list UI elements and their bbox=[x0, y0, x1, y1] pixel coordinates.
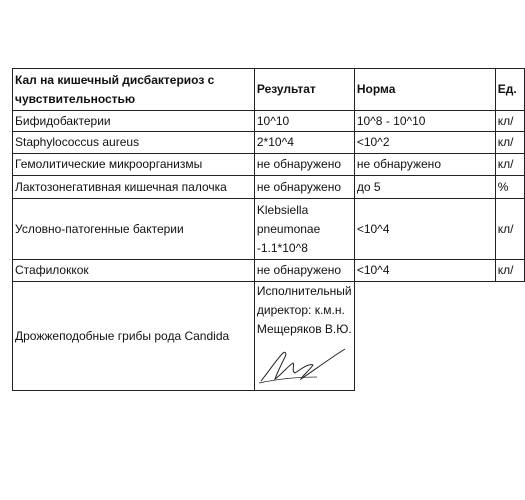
row-unit: кл/ bbox=[495, 132, 524, 154]
row-result: 10^10 bbox=[254, 111, 354, 132]
result-line: pneumonae bbox=[256, 221, 321, 236]
row-result bbox=[254, 199, 354, 260]
empty-cell bbox=[354, 282, 495, 391]
header-unit: Ед. bbox=[495, 69, 524, 111]
row-norm: <10^4 bbox=[354, 199, 495, 260]
empty-cell bbox=[495, 282, 524, 391]
header-result: Результат bbox=[254, 69, 354, 111]
row-norm: 10^8 - 10^10 bbox=[354, 111, 495, 132]
row-unit: % bbox=[495, 176, 524, 199]
row-unit: кл/ bbox=[495, 260, 524, 282]
signature-cell bbox=[254, 282, 354, 391]
row-name: Дрожжеподобные грибы рода Candida bbox=[13, 282, 255, 391]
result-line: Klebsiella bbox=[256, 202, 309, 217]
header-test-line1: Кал на кишечный дисбактериоз с bbox=[15, 72, 215, 87]
header-test bbox=[13, 69, 255, 111]
table-row bbox=[13, 111, 525, 132]
row-norm: <10^2 bbox=[354, 132, 495, 154]
row-unit: кл/ bbox=[495, 111, 524, 132]
header-norm: Норма bbox=[354, 69, 495, 111]
row-name: Staphylococcus aureus bbox=[13, 132, 255, 154]
row-name: Лактозонегативная кишечная палочка bbox=[13, 176, 255, 199]
table-header-row bbox=[13, 69, 525, 111]
table-row bbox=[13, 199, 525, 260]
row-result: не обнаружено bbox=[254, 260, 354, 282]
table-row bbox=[13, 154, 525, 176]
row-result: 2*10^4 bbox=[254, 132, 354, 154]
row-name: Бифидобактерии bbox=[13, 111, 255, 132]
handwritten-signature-icon bbox=[257, 341, 349, 385]
row-name: Условно-патогенные бактерии bbox=[13, 199, 255, 260]
table-row bbox=[13, 260, 525, 282]
row-norm: <10^4 bbox=[354, 260, 495, 282]
row-unit: кл/ bbox=[495, 154, 524, 176]
row-name: Стафилоккок bbox=[13, 260, 255, 282]
table-row bbox=[13, 132, 525, 154]
row-norm: до 5 bbox=[354, 176, 495, 199]
table-row bbox=[13, 176, 525, 199]
signature-line: директор: к.м.н. bbox=[256, 303, 345, 317]
signature-line: Исполнительный bbox=[256, 284, 352, 298]
analysis-table bbox=[12, 68, 525, 391]
row-result: не обнаружено bbox=[254, 176, 354, 199]
row-name: Гемолитические микроорганизмы bbox=[13, 154, 255, 176]
header-test-line2: чувствительностью bbox=[15, 91, 136, 106]
table-row bbox=[13, 282, 525, 391]
row-unit: кл/ bbox=[495, 199, 524, 260]
signature-line: Мещеряков В.Ю. bbox=[256, 322, 352, 336]
result-line: -1.1*10^8 bbox=[256, 240, 308, 255]
row-result: не обнаружено bbox=[254, 154, 354, 176]
row-norm: не обнаружено bbox=[354, 154, 495, 176]
